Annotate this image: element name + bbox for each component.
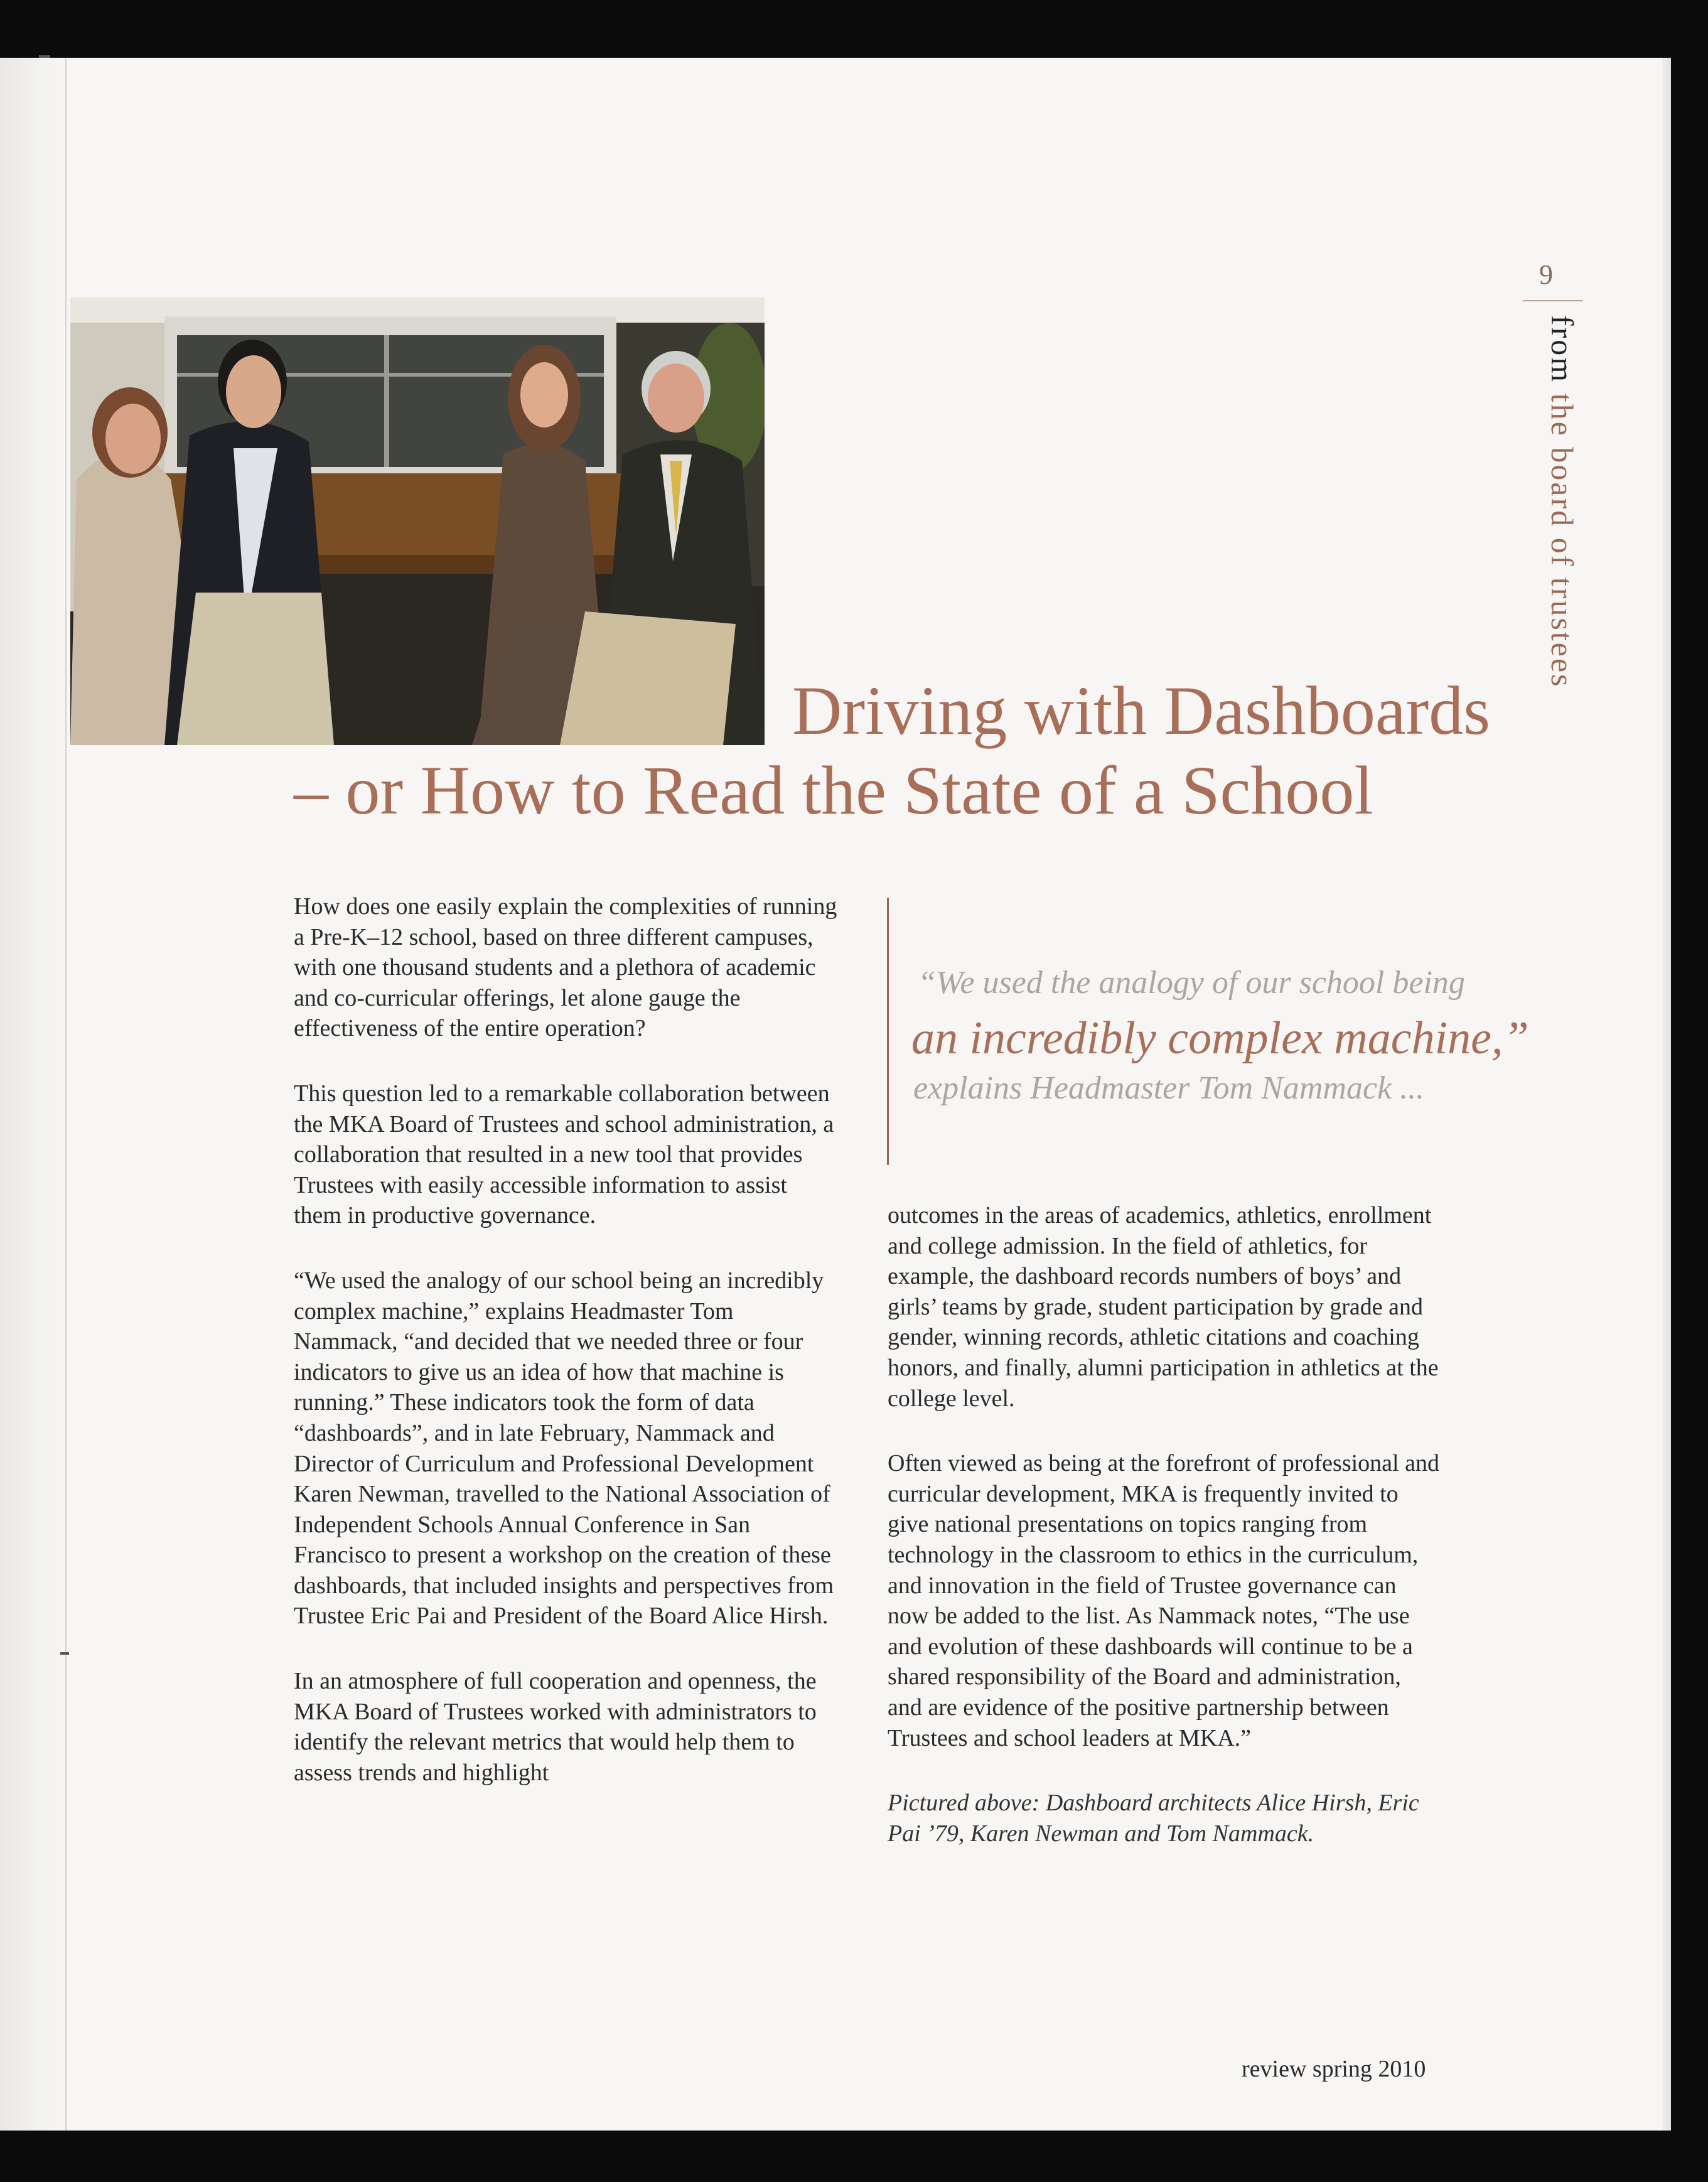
article-paragraph: In an atmosphere of full cooperation and openness, the MKA Board of Trustees worked with administrators to identify the relevant metrics that would help them to assess trends and highlight bbox=[294, 1668, 817, 1786]
pull-quote-line-1: “We used the analogy of our school being bbox=[918, 965, 1465, 1001]
pull-quote-line-2: an incredibly complex machine,” bbox=[911, 1013, 1529, 1064]
article-column-right bbox=[888, 1200, 1440, 1849]
article-paragraph: How does one easily explain the complexities of running a Pre-K–12 school, based on three different campuses, with one thousand students and a plethora of academic and co-curricular offerings, let alone gauge the effectiveness of the entire operation? bbox=[294, 893, 837, 1042]
section-label-lead: from bbox=[1545, 315, 1580, 384]
publication-footer: review spring 2010 bbox=[1242, 2056, 1426, 2082]
group-portrait-photo-icon bbox=[70, 298, 765, 745]
article-paragraph: “We used the analogy of our school being an incredibly complex machine,” explains Headmaster Tom Nammack, “and decided that we needed three or four indicators to give us an idea of how that machine is running.” These indicators took the form of data “dashboards”, and in late February, Nammack and Director of Curriculum and Professional Development Karen Newman, travelled to the National Association of Independent Schools Annual Conference in San Francisco to present a workshop on the creation of these dashboards, that included insights and perspectives from Trustee Eric Pai and President of the Board Alice Hirsh. bbox=[294, 1267, 834, 1630]
crop-mark bbox=[60, 1652, 69, 1655]
section-label-rest: the board of trustees bbox=[1545, 384, 1580, 689]
article-title-line-1: Driving with Dashboards bbox=[792, 672, 1491, 749]
section-label bbox=[1544, 315, 1581, 689]
magazine-page bbox=[0, 58, 1671, 2131]
photo-caption: Pictured above: Dashboard architects Alice Hirsh, Eric Pai ’79, Karen Newman and Tom Nammack. bbox=[888, 1790, 1419, 1847]
pull-quote-line-3: explains Headmaster Tom Nammack ... bbox=[913, 1070, 1425, 1106]
article-title-line-2: – or How to Read the State of a School bbox=[294, 752, 1373, 829]
article-paragraph: Often viewed as being at the forefront of professional and curricular development, MKA is frequently invited to give national presentations on topics ranging from technology in the classroom to ethics in the curriculum, and innovation in the field of Trustee governance can now be added to the list. As Nammack notes, “The use and evolution of these dashboards will continue to be a shared responsibility of the Board and administration, and are evidence of the positive partnership between Trustees and school leaders at MKA.” bbox=[888, 1450, 1439, 1751]
page-edge-shadow bbox=[1662, 58, 1671, 2131]
page-number: 9 bbox=[1539, 259, 1553, 290]
running-head-rule bbox=[1523, 300, 1583, 301]
crop-mark bbox=[39, 55, 50, 58]
binding-fold-line bbox=[65, 58, 67, 2131]
pull-quote-rule bbox=[887, 898, 889, 1165]
article-paragraph: outcomes in the areas of academics, athletics, enrollment and college admission. In the field of athletics, for example, the dashboard records numbers of boys’ and girls’ teams by grade, student participation by grade and gender, winning records, athletic citations and coaching honors, and finally, alumni participation in athletics at the college level. bbox=[888, 1202, 1439, 1412]
article-paragraph: This question led to a remarkable collaboration between the MKA Board of Trustees and school administration, a collaboration that resulted in a new tool that provides Trustees with easily accessible information to assist them in productive governance. bbox=[294, 1080, 834, 1229]
article-column-left bbox=[294, 891, 840, 1822]
binding-gutter bbox=[0, 58, 70, 2131]
